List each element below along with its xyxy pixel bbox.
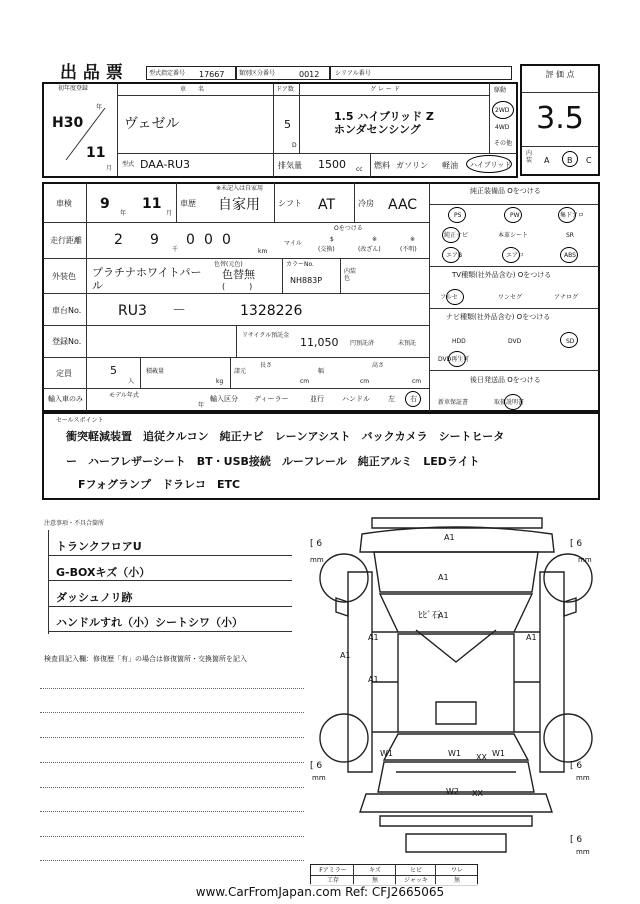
opt-abs: ABS bbox=[564, 252, 576, 259]
inspector-line-6 bbox=[40, 811, 304, 812]
usage-label: 車歴 bbox=[180, 199, 196, 208]
sales-points-line2: ー ハーフレザーシート BT・USB接続 ルーフレール 純正アルミ LEDライト bbox=[66, 455, 480, 468]
tv-fullseg: フルセ bbox=[440, 294, 458, 301]
doors-value: 5 bbox=[284, 118, 291, 131]
width-unit: cm bbox=[360, 378, 370, 385]
opt-pw-circle bbox=[504, 207, 522, 223]
interior-c: C bbox=[586, 156, 592, 165]
mark-left-fender: A1 bbox=[340, 651, 351, 660]
odo-exchange: (交換) bbox=[318, 246, 335, 253]
dims-label: 諸元 bbox=[234, 368, 247, 375]
int-color-divider bbox=[340, 258, 341, 293]
mileage-digit-5: 0 bbox=[222, 232, 231, 248]
note-line-1 bbox=[48, 555, 292, 556]
import-dealer: ディーラー bbox=[254, 395, 289, 403]
mark-rear-bumper-xx: XX bbox=[472, 789, 483, 798]
legend-cell-4: 無 bbox=[453, 877, 460, 884]
opt-sr: SR bbox=[566, 232, 574, 239]
odo-unknown: (不明) bbox=[400, 246, 417, 253]
cc-divider bbox=[273, 153, 274, 177]
load-divider bbox=[140, 357, 141, 388]
fuel-diesel: 軽油 bbox=[442, 161, 458, 170]
mark-rear-xx: XX bbox=[476, 753, 487, 762]
handle-right-circle bbox=[405, 391, 421, 407]
form-title: 出 品 票 bbox=[60, 63, 123, 83]
line-c bbox=[43, 293, 429, 294]
options-title: 純正装備品 Oをつける bbox=[470, 187, 541, 195]
mark-windshield-area: A1 bbox=[438, 611, 449, 620]
note-item-3: ダッシュノリ跡 bbox=[56, 591, 133, 604]
drive-divider bbox=[489, 83, 490, 153]
import-parallel: 並行 bbox=[310, 395, 324, 403]
tv-fullseg-circle bbox=[446, 289, 464, 305]
name-header-line bbox=[118, 95, 273, 96]
class-no-value: 0012 bbox=[299, 70, 320, 79]
mark-windshield: ﾋﾋﾞ石 bbox=[418, 611, 441, 621]
usage-note: ※未記入は自家用 bbox=[216, 185, 264, 192]
serial-box bbox=[330, 66, 512, 80]
type-no-box bbox=[146, 66, 236, 80]
shaken-year: 9 bbox=[100, 196, 110, 212]
color-change-label: 色替(元色) bbox=[214, 261, 243, 268]
model-label: 型式 bbox=[122, 161, 135, 168]
grade-label: グ レ ー ド bbox=[370, 86, 400, 93]
type-no-label: 型式指定番号 bbox=[149, 70, 186, 77]
tire-fl-value: [ 6 bbox=[310, 539, 323, 549]
shift-divider bbox=[274, 183, 275, 222]
line-f bbox=[43, 388, 429, 389]
serial-label: シリアル番号 bbox=[335, 70, 371, 77]
inspector-line-1 bbox=[40, 688, 304, 689]
len-label: 長さ bbox=[260, 362, 273, 369]
doors-label: ドア数 bbox=[276, 86, 294, 93]
tire-spare-value: [ 6 bbox=[570, 835, 583, 845]
tire-spare-unit: mm bbox=[576, 848, 590, 856]
odo-exchange-top: $ bbox=[330, 236, 334, 243]
inspector-line-5 bbox=[40, 787, 304, 788]
load-label: 積載量 bbox=[146, 368, 165, 375]
inspector-line-2 bbox=[40, 712, 304, 713]
after-title: 後日発送品 Oをつける bbox=[470, 376, 541, 384]
opt-ps: PS bbox=[454, 212, 462, 219]
sales-points-label: セールスポイント bbox=[56, 417, 104, 424]
line-e bbox=[43, 357, 429, 358]
after-warranty: 新車保証書 bbox=[438, 399, 469, 406]
class-no-box bbox=[236, 66, 330, 80]
grade-line1: 1.5 ハイブリッド Z bbox=[334, 110, 434, 123]
height-label: 高さ bbox=[372, 362, 385, 369]
odo-unknown-top: ※ bbox=[410, 236, 416, 243]
odo-mark-note: Oをつける bbox=[334, 225, 363, 232]
color-label: 外装色 bbox=[52, 272, 76, 281]
interior-b-circle bbox=[562, 151, 578, 167]
shaken-month: 11 bbox=[142, 196, 162, 212]
first-reg-month: 11 bbox=[86, 145, 106, 161]
color-change-value: 色替無 bbox=[222, 268, 255, 281]
grade-line bbox=[299, 95, 489, 96]
drive-2wd: 2WD bbox=[495, 107, 510, 114]
cc-unit: cc bbox=[356, 166, 363, 173]
score-value: 3.5 bbox=[536, 101, 584, 136]
mark-left-front-door: A1 bbox=[368, 633, 379, 642]
opt-line-1 bbox=[430, 204, 599, 205]
opt-line-4 bbox=[430, 370, 599, 371]
note-item-1: トランクフロアU bbox=[56, 540, 142, 553]
color-no-divider bbox=[282, 258, 283, 293]
type-no-value: 17667 bbox=[199, 70, 225, 79]
model-year-unit: 年 bbox=[198, 402, 205, 409]
mark-rear-right-w1: W1 bbox=[492, 749, 505, 758]
navi-dvd: DVD bbox=[508, 338, 522, 345]
opt-navi-circle bbox=[442, 227, 460, 243]
opt-line-2 bbox=[430, 266, 599, 267]
notes-label: 注意事項・不具合箇所 bbox=[44, 520, 105, 527]
odo-tamper-top: ※ bbox=[372, 236, 378, 243]
after-manual-circle bbox=[504, 394, 522, 410]
ac-label: 冷房 bbox=[358, 199, 374, 208]
drive-other: その他 bbox=[494, 140, 513, 147]
grade-line2: ホンダセンシング bbox=[334, 123, 421, 136]
opt-abs-circle bbox=[560, 247, 578, 263]
width-label: 幅 bbox=[318, 368, 325, 375]
chassis-label: 車台No. bbox=[52, 306, 82, 315]
tire-rl-value: [ 6 bbox=[310, 761, 323, 771]
opt-aircon-circle bbox=[502, 247, 520, 263]
note-item-2: G-BOXキズ（小） bbox=[56, 566, 151, 579]
dvd-play: DVD再生可 bbox=[438, 356, 470, 363]
shift-value: AT bbox=[318, 197, 336, 213]
car-damage-diagram bbox=[306, 512, 606, 862]
opt-airbag-circle bbox=[442, 247, 463, 263]
capacity-unit: 人 bbox=[128, 378, 135, 385]
color-no-value: NH883P bbox=[290, 276, 323, 285]
mile-label: マイル bbox=[284, 240, 302, 247]
import-class-label: 輸入区分 bbox=[210, 395, 238, 403]
recycle-unit: 円預託済 bbox=[350, 340, 375, 347]
shaken-year-unit: 年 bbox=[120, 210, 127, 217]
fuel-hybrid: ハイブリッド bbox=[470, 161, 512, 169]
mark-rear-w1: W1 bbox=[448, 749, 461, 758]
first-reg-year-unit: 年 bbox=[96, 104, 103, 111]
after-manual: 取扱説明書 bbox=[494, 399, 525, 406]
note-line-3 bbox=[48, 606, 292, 607]
car-name: ヴェゼル bbox=[124, 116, 180, 132]
opt-aircon: エアコ bbox=[506, 252, 524, 259]
load-unit: kg bbox=[216, 378, 224, 385]
doors-line bbox=[273, 95, 299, 96]
legend-header-1: Fアミラー bbox=[319, 867, 347, 874]
line-b bbox=[43, 258, 429, 259]
mark-front-bumper: A1 bbox=[444, 533, 455, 542]
cc-value: 1500 bbox=[318, 158, 346, 171]
options-divider bbox=[429, 183, 430, 411]
tire-fr-value: [ 6 bbox=[570, 539, 583, 549]
mark-right-front-door: A1 bbox=[526, 633, 537, 642]
recycle-value: 11,050 bbox=[300, 336, 339, 349]
usage-value: 自家用 bbox=[218, 197, 260, 213]
drive-label: 駆動 bbox=[494, 87, 507, 94]
legend-header-4: ワレ bbox=[450, 867, 463, 874]
opt-door-lock-circle bbox=[558, 207, 576, 223]
first-reg-month-unit: 月 bbox=[106, 165, 113, 172]
color-no-label: カラーNo. bbox=[286, 261, 314, 268]
dvd-play-circle bbox=[448, 351, 466, 367]
doors-unit: D bbox=[292, 142, 297, 149]
inspector-line-4 bbox=[40, 762, 304, 763]
score-divider bbox=[522, 92, 598, 93]
interior-b: B bbox=[567, 156, 573, 165]
legend-header-3: ヒビ bbox=[409, 867, 422, 874]
note-item-4: ハンドルすれ（小）シートシワ（小） bbox=[56, 616, 243, 629]
row1-mid-line bbox=[118, 153, 517, 154]
tire-rl-unit: mm bbox=[312, 774, 326, 782]
drive-4wd: 4WD bbox=[495, 124, 510, 131]
interior-label: 内装 bbox=[526, 150, 533, 164]
tire-fr-unit: mm bbox=[578, 556, 592, 564]
legend-header-2: キズ bbox=[369, 867, 381, 874]
score-divider-2 bbox=[522, 146, 598, 147]
inspector-line-3 bbox=[40, 737, 304, 738]
capacity-label: 定員 bbox=[56, 369, 72, 378]
mark-rear-left-w1: W1 bbox=[380, 749, 393, 758]
int-color-label: 内装色 bbox=[344, 268, 357, 282]
mark-rear-bumper-w2: W2 bbox=[446, 787, 459, 796]
tv-oneseg: ワンセグ bbox=[498, 294, 523, 301]
chassis-dash: － bbox=[172, 303, 186, 319]
color-value: プラチナホワイトパール bbox=[92, 266, 202, 292]
note-line-2 bbox=[48, 580, 292, 581]
handle-right: 右 bbox=[410, 395, 417, 403]
navi-sd-circle bbox=[560, 332, 578, 348]
first-reg-year: H30 bbox=[52, 115, 84, 131]
tire-rr-value: [ 6 bbox=[570, 761, 583, 771]
fuel-gasoline: ガソリン bbox=[396, 161, 428, 170]
interior-a: A bbox=[544, 156, 550, 165]
mileage-label: 走行距離 bbox=[50, 236, 82, 245]
mileage-unit: km bbox=[258, 248, 268, 255]
grade-divider bbox=[299, 83, 300, 153]
note-line-4 bbox=[48, 631, 292, 632]
dims-divider bbox=[230, 357, 231, 388]
first-reg-label: 初年度登録 bbox=[58, 85, 89, 92]
mileage-digit-4: 0 bbox=[204, 232, 213, 248]
line-a bbox=[43, 222, 429, 223]
mileage-digit-2: 9 bbox=[150, 232, 159, 248]
sales-points-line3: Fフォグランプ ドラレコ ETC bbox=[78, 478, 241, 491]
shift-label: シフト bbox=[278, 199, 302, 208]
odo-tamper: (改ざん) bbox=[358, 246, 381, 253]
inspector-line-7 bbox=[40, 836, 304, 837]
inspector-label: 検査員記入欄：修復歴「有」の場合は修復箇所・交換箇所を記入 bbox=[44, 655, 247, 663]
fuel-divider bbox=[370, 153, 371, 177]
opt-pw: PW bbox=[510, 212, 520, 219]
navi-title: ナビ種類(社外品含む) Oをつける bbox=[446, 313, 551, 321]
sales-points-line1: 衝突軽減装置 追従クルコン 純正ナビ レーンアシスト バックカメラ シートヒータ bbox=[66, 430, 505, 443]
tv-title: TV種類(社外品含む) Oをつける bbox=[452, 271, 552, 279]
height-unit: cm bbox=[412, 378, 422, 385]
capacity-value: 5 bbox=[110, 364, 117, 377]
tire-rr-unit: mm bbox=[576, 774, 590, 782]
name-label: 車 名 bbox=[180, 86, 205, 93]
legend-cell-1: 工存 bbox=[326, 877, 339, 884]
recycle-divider bbox=[236, 325, 237, 357]
fuel-hybrid-circle bbox=[466, 155, 512, 173]
recycle-label: リサイクル預託金 bbox=[242, 332, 290, 339]
opt-door-lock: 集ドアロ bbox=[560, 212, 584, 219]
shaken-label: 車検 bbox=[56, 199, 72, 208]
inspector-line-8 bbox=[40, 860, 304, 861]
score-label: 評 価 点 bbox=[545, 70, 575, 79]
tire-fl-unit: mm bbox=[310, 556, 324, 564]
handle-left: 左 bbox=[388, 395, 395, 403]
drive-2wd-circle bbox=[492, 101, 514, 119]
class-no-label: 類別区分番号 bbox=[239, 70, 276, 77]
cc-label: 排気量 bbox=[278, 161, 302, 170]
mileage-digit-1: 2 bbox=[114, 232, 123, 248]
model-value: DAA-RU3 bbox=[140, 158, 191, 171]
mileage-digit-3: 0 bbox=[186, 232, 195, 248]
notes-left-border bbox=[48, 530, 49, 634]
navi-hdd: HDD bbox=[452, 338, 466, 345]
watermark: www.CarFromJapan.com Ref: CFJ2665065 bbox=[0, 884, 640, 900]
handle-label: ハンドル bbox=[342, 395, 370, 403]
ac-divider bbox=[354, 183, 355, 222]
score-box bbox=[520, 64, 600, 176]
model-year-label: モデル年式 bbox=[109, 392, 139, 399]
opt-ps-circle bbox=[448, 207, 466, 223]
ac-value: AAC bbox=[388, 197, 418, 213]
opt-navi: 純正ナビ bbox=[444, 232, 469, 239]
doors-divider bbox=[273, 83, 274, 153]
recycle-unpaid: 未預託 bbox=[398, 340, 417, 347]
chassis-prefix: RU3 bbox=[118, 303, 147, 319]
opt-airbag: エアB bbox=[446, 252, 463, 259]
mileage-thousand: 千 bbox=[172, 246, 179, 253]
len-unit: cm bbox=[300, 378, 310, 385]
shaken-month-unit: 月 bbox=[166, 210, 173, 217]
opt-leather: 本革シート bbox=[498, 232, 529, 239]
navi-sd: SD bbox=[566, 338, 575, 345]
color-change-paren: ( ) bbox=[222, 282, 253, 291]
tv-analog: アナログ bbox=[554, 294, 579, 301]
reg-label: 登録No. bbox=[52, 337, 82, 346]
legend-cell-2: 無 bbox=[371, 877, 378, 884]
legend-table bbox=[310, 864, 478, 886]
import-label: 輸入車のみ bbox=[48, 395, 83, 403]
label-col-line bbox=[86, 183, 87, 411]
mark-hood: A1 bbox=[438, 573, 449, 582]
mark-left-rear-door: A1 bbox=[368, 675, 379, 684]
usage-divider bbox=[176, 183, 177, 222]
legend-cell-3: ジャッキ bbox=[404, 877, 428, 884]
fuel-label: 燃料 bbox=[374, 161, 390, 170]
chassis-number: 1328226 bbox=[240, 303, 303, 319]
opt-line-3 bbox=[430, 308, 599, 309]
